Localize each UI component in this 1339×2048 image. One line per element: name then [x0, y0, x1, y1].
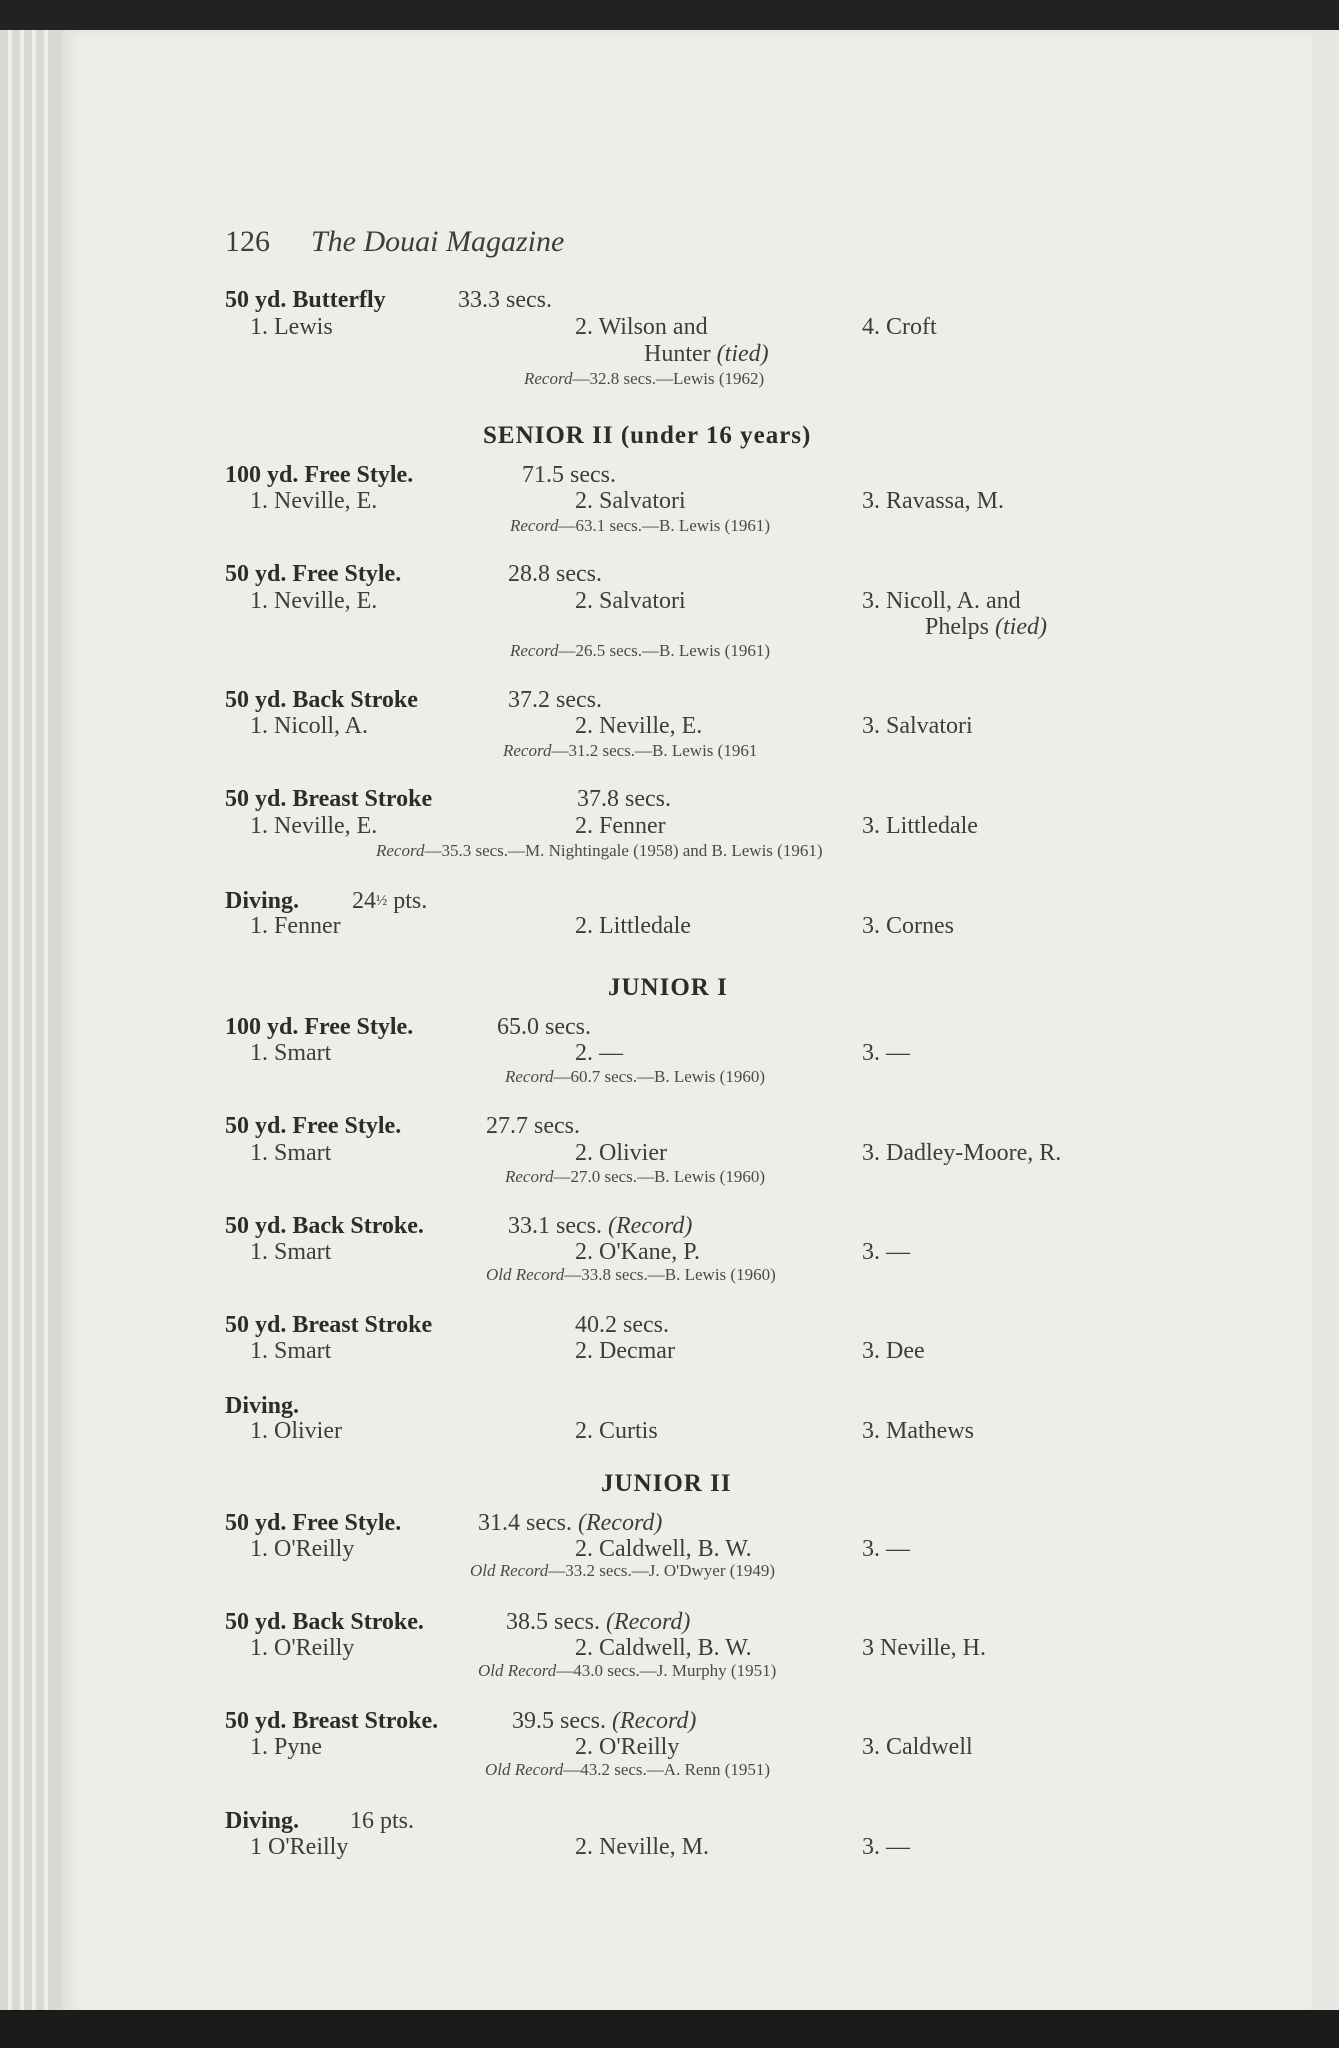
place-second: 2. Neville, E.	[575, 713, 703, 739]
event-time: 31.4 secs. (Record)	[478, 1510, 663, 1536]
record-line: Record—35.3 secs.—M. Nightingale (1958) and B. Lewis (1961)	[376, 841, 823, 860]
book-cover-bottom	[0, 2010, 1339, 2048]
event-title: 50 yd. Free Style.	[225, 1113, 402, 1139]
place-second: 2. Wilson and	[575, 314, 708, 340]
page-edge	[20, 30, 24, 2020]
place-second-cont: Hunter (tied)	[644, 341, 769, 367]
place-second: 2. Decmar	[575, 1338, 675, 1364]
place-first: 1. Neville, E.	[250, 488, 378, 514]
record-line: Record—63.1 secs.—B. Lewis (1961)	[510, 516, 770, 535]
event-title: 50 yd. Free Style.	[225, 1510, 402, 1536]
event-time: 27.7 secs.	[486, 1113, 580, 1139]
place-second: 2. Salvatori	[575, 488, 686, 514]
page-number: 126	[225, 225, 270, 258]
place-third: 3. —	[862, 1834, 910, 1860]
book-cover-top	[0, 0, 1339, 34]
record-line: Record—27.0 secs.—B. Lewis (1960)	[505, 1167, 765, 1186]
place-first: 1. Olivier	[250, 1418, 342, 1444]
page-edge	[44, 30, 48, 2020]
place-first: 1. Smart	[250, 1338, 332, 1364]
section-heading: SENIOR II (under 16 years)	[483, 422, 812, 449]
event-title: 50 yd. Breast Stroke	[225, 1312, 433, 1338]
place-third: 3. —	[862, 1239, 910, 1265]
page-edge	[8, 30, 12, 2020]
place-third: 3. Cornes	[862, 913, 954, 939]
event-time: 39.5 secs. (Record)	[512, 1708, 697, 1734]
place-second: 2. Salvatori	[575, 588, 686, 614]
event-time: 71.5 secs.	[522, 462, 616, 488]
record-line: Record—26.5 secs.—B. Lewis (1961)	[510, 641, 770, 660]
place-third: 3. Littledale	[862, 813, 978, 839]
event-time: 37.8 secs.	[577, 786, 671, 812]
place-third: 3. Mathews	[862, 1418, 974, 1444]
place-third: 3. Nicoll, A. and	[862, 588, 1021, 614]
event-title: 100 yd. Free Style.	[225, 462, 414, 488]
section-heading: JUNIOR I	[608, 974, 728, 1001]
page-header	[225, 225, 564, 259]
place-third: 3. —	[862, 1040, 910, 1066]
record-line: Record—32.8 secs.—Lewis (1962)	[524, 369, 765, 388]
place-second: 2. Fenner	[575, 813, 666, 839]
place-second: 2. Olivier	[575, 1140, 667, 1166]
event-title: 100 yd. Free Style.	[225, 1014, 414, 1040]
event-time: 33.1 secs. (Record)	[508, 1213, 693, 1239]
place-second: 2. Littledale	[575, 913, 691, 939]
section-heading: JUNIOR II	[601, 1470, 732, 1497]
event-title: Diving.	[225, 1393, 300, 1419]
place-first: 1. O'Reilly	[250, 1635, 355, 1661]
place-third: 3. Ravassa, M.	[862, 488, 1004, 514]
event-time: 37.2 secs.	[508, 687, 602, 713]
place-first: 1 O'Reilly	[250, 1834, 349, 1860]
record-line: Old Record—43.2 secs.—A. Renn (1951)	[485, 1760, 771, 1779]
event-time: 38.5 secs. (Record)	[506, 1609, 691, 1635]
place-second: 2. Curtis	[575, 1418, 658, 1444]
place-third: 3. Dadley-Moore, R.	[862, 1140, 1062, 1166]
event-title: 50 yd. Back Stroke.	[225, 1213, 424, 1239]
event-time: 65.0 secs.	[497, 1014, 591, 1040]
place-first: 1. Smart	[250, 1140, 332, 1166]
event-points: 24½ pts.	[352, 888, 428, 914]
place-first: 1. Neville, E.	[250, 588, 378, 614]
event-points: 16 pts.	[350, 1808, 415, 1834]
place-third: 3. Salvatori	[862, 713, 973, 739]
event-time: 33.3 secs.	[458, 287, 552, 313]
place-first: 1. Neville, E.	[250, 813, 378, 839]
place-first: 1. Smart	[250, 1040, 332, 1066]
event-time: 40.2 secs.	[575, 1312, 669, 1338]
place-second: 2. Caldwell, B. W.	[575, 1536, 752, 1562]
record-line: Record—31.2 secs.—B. Lewis (1961	[503, 741, 758, 760]
event-title: 50 yd. Back Stroke	[225, 687, 418, 713]
page-edge	[32, 30, 36, 2020]
place-fourth: 4. Croft	[862, 314, 937, 340]
place-second: 2. O'Kane, P.	[575, 1239, 700, 1265]
event-title: Diving.	[225, 1808, 300, 1834]
place-second: 2. Neville, M.	[575, 1834, 709, 1860]
record-line: Old Record—43.0 secs.—J. Murphy (1951)	[478, 1661, 777, 1680]
event-title: 50 yd. Free Style.	[225, 561, 402, 587]
place-first: 1. O'Reilly	[250, 1536, 355, 1562]
place-second: 2. Caldwell, B. W.	[575, 1635, 752, 1661]
place-second: 2. O'Reilly	[575, 1734, 680, 1760]
place-first: 1. Smart	[250, 1239, 332, 1265]
place-third: 3. Dee	[862, 1338, 925, 1364]
place-first: 1. Nicoll, A.	[250, 713, 368, 739]
record-line: Old Record—33.2 secs.—J. O'Dwyer (1949)	[470, 1561, 776, 1580]
event-title: 50 yd. Breast Stroke	[225, 786, 433, 812]
event-time: 28.8 secs.	[508, 561, 602, 587]
place-third: 3. Caldwell	[862, 1734, 973, 1760]
place-third: 3. —	[862, 1536, 910, 1562]
record-line: Record—60.7 secs.—B. Lewis (1960)	[505, 1067, 765, 1086]
place-first: 1. Pyne	[250, 1734, 322, 1760]
event-title: 50 yd. Back Stroke.	[225, 1609, 424, 1635]
place-first: 1. Fenner	[250, 913, 341, 939]
event-title: 50 yd. Breast Stroke.	[225, 1708, 439, 1734]
place-first: 1. Lewis	[250, 314, 333, 340]
place-third-cont: Phelps (tied)	[925, 614, 1047, 640]
place-third: 3 Neville, H.	[862, 1635, 986, 1661]
magazine-title: The Douai Magazine	[311, 225, 565, 258]
event-title: Diving.	[225, 888, 300, 914]
event-title: 50 yd. Butterfly	[225, 287, 386, 313]
place-second: 2. —	[575, 1040, 623, 1066]
record-line: Old Record—33.8 secs.—B. Lewis (1960)	[486, 1265, 776, 1284]
